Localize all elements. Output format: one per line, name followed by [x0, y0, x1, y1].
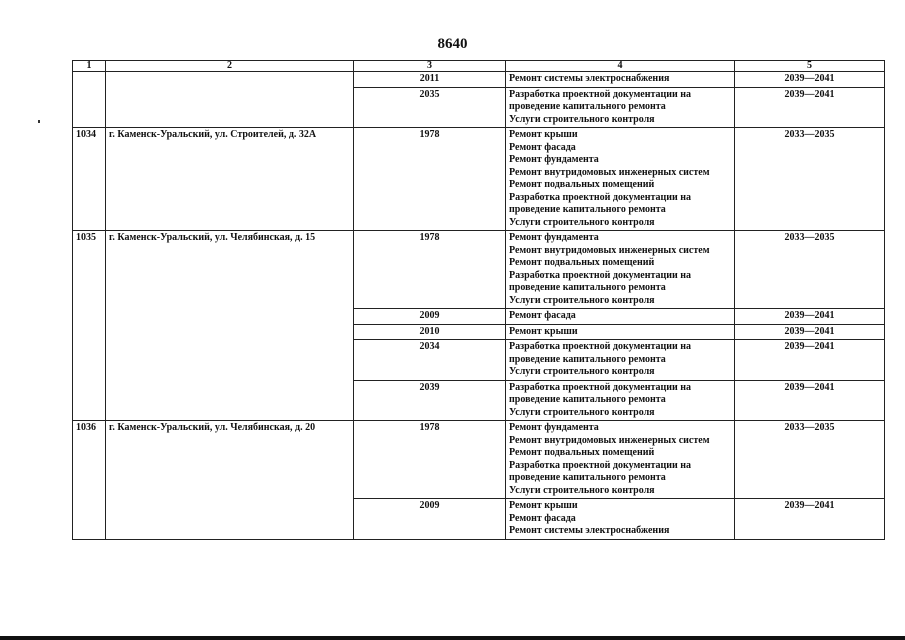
works-cell — [506, 72, 735, 88]
building-address — [106, 72, 354, 128]
period-cell: 2033—2035 — [735, 231, 885, 309]
period-cell: 2039—2041 — [735, 499, 885, 540]
work-item: проведение капитального ремонта — [509, 353, 666, 365]
header-col-5: 5 — [735, 61, 885, 72]
work-item: Разработка проектной документации на — [509, 88, 692, 100]
period-cell: 2033—2035 — [735, 421, 885, 499]
work-item: Разработка проектной документации на — [509, 341, 692, 352]
work-item: проведение капитального ремонта — [509, 472, 666, 483]
works-cell — [506, 309, 735, 325]
work-item: Разработка проектной документации на — [509, 459, 692, 471]
work-item: Разработка проектной документации на — [509, 191, 692, 203]
table-row — [73, 128, 885, 231]
year-cell: 2034 — [354, 340, 506, 381]
works-cell — [506, 231, 735, 309]
work-item: Услуги строительного контроля — [509, 216, 655, 228]
work-item: Услуги строительного контроля — [509, 113, 655, 125]
scan-speck — [38, 120, 40, 123]
year-cell: 2010 — [354, 324, 506, 340]
header-row — [73, 61, 885, 72]
table-row — [73, 72, 885, 88]
table-body — [73, 72, 885, 540]
year-cell: 2009 — [354, 309, 506, 325]
work-item: Ремонт внутридомовых инженерных систем — [509, 434, 710, 446]
period-cell: 2039—2041 — [735, 87, 885, 128]
work-item: проведение капитального ремонта — [509, 394, 666, 405]
table-row — [73, 231, 885, 309]
table-row — [73, 421, 885, 499]
works-cell — [506, 380, 735, 421]
work-item: Ремонт фундамента — [509, 232, 599, 243]
work-item: Ремонт крыши — [509, 500, 578, 511]
year-cell: 1978 — [354, 128, 506, 231]
work-item: Ремонт подвальных помещений — [509, 179, 655, 190]
work-item: Ремонт крыши — [509, 129, 578, 140]
year-cell: 1978 — [354, 421, 506, 499]
works-cell — [506, 499, 735, 540]
works-cell — [506, 340, 735, 381]
work-item: Ремонт системы электроснабжения — [509, 525, 670, 536]
scan-edge — [0, 636, 905, 640]
work-item: проведение капитального ремонта — [509, 101, 666, 112]
period-cell: 2039—2041 — [735, 309, 885, 325]
work-item: Ремонт системы электроснабжения — [509, 73, 670, 84]
period-cell: 2033—2035 — [735, 128, 885, 231]
header-col-2: 2 — [106, 61, 354, 72]
works-cell — [506, 87, 735, 128]
work-item: Ремонт внутридомовых инженерных систем — [509, 244, 710, 256]
building-address: г. Каменск-Уральский, ул. Челябинская, д. 15 — [106, 231, 354, 421]
year-cell: 2039 — [354, 380, 506, 421]
period-cell: 2039—2041 — [735, 324, 885, 340]
work-item: Ремонт фасада — [509, 512, 576, 524]
works-cell — [506, 324, 735, 340]
building-number: 1034 — [73, 128, 106, 231]
period-cell: 2039—2041 — [735, 380, 885, 421]
work-item: Ремонт фасада — [509, 141, 576, 153]
work-item: Услуги строительного контроля — [509, 406, 655, 418]
period-cell: 2039—2041 — [735, 72, 885, 88]
work-item: проведение капитального ремонта — [509, 282, 666, 293]
work-item: Услуги строительного контроля — [509, 484, 655, 496]
page-number: 8640 — [437, 36, 468, 52]
work-item: Ремонт фундамента — [509, 422, 599, 433]
year-cell: 2009 — [354, 499, 506, 540]
works-cell — [506, 128, 735, 231]
building-number — [73, 72, 106, 128]
building-address: г. Каменск-Уральский, ул. Челябинская, д. 20 — [106, 421, 354, 540]
work-item: Ремонт подвальных помещений — [509, 447, 655, 458]
work-item: Разработка проектной документации на — [509, 381, 692, 393]
building-number: 1035 — [73, 231, 106, 421]
work-item: Ремонт крыши — [509, 325, 578, 337]
building-address: г. Каменск-Уральский, ул. Строителей, д. 32А — [106, 128, 354, 231]
building-number: 1036 — [73, 421, 106, 540]
work-item: проведение капитального ремонта — [509, 204, 666, 215]
work-item: Услуги строительного контроля — [509, 366, 655, 377]
year-cell: 2035 — [354, 87, 506, 128]
work-item: Разработка проектной документации на — [509, 269, 692, 281]
work-item: Ремонт внутридомовых инженерных систем — [509, 166, 710, 178]
year-cell: 2011 — [354, 72, 506, 88]
work-item: Ремонт подвальных помещений — [509, 257, 655, 268]
header-col-4: 4 — [506, 61, 735, 72]
work-item: Ремонт фундамента — [509, 154, 599, 165]
period-cell: 2039—2041 — [735, 340, 885, 381]
works-cell — [506, 421, 735, 499]
repair-schedule-table — [72, 60, 885, 540]
work-item: Ремонт фасада — [509, 310, 576, 321]
work-item: Услуги строительного контроля — [509, 294, 655, 306]
year-cell: 1978 — [354, 231, 506, 309]
header-col-1: 1 — [73, 61, 106, 72]
header-col-3: 3 — [354, 61, 506, 72]
